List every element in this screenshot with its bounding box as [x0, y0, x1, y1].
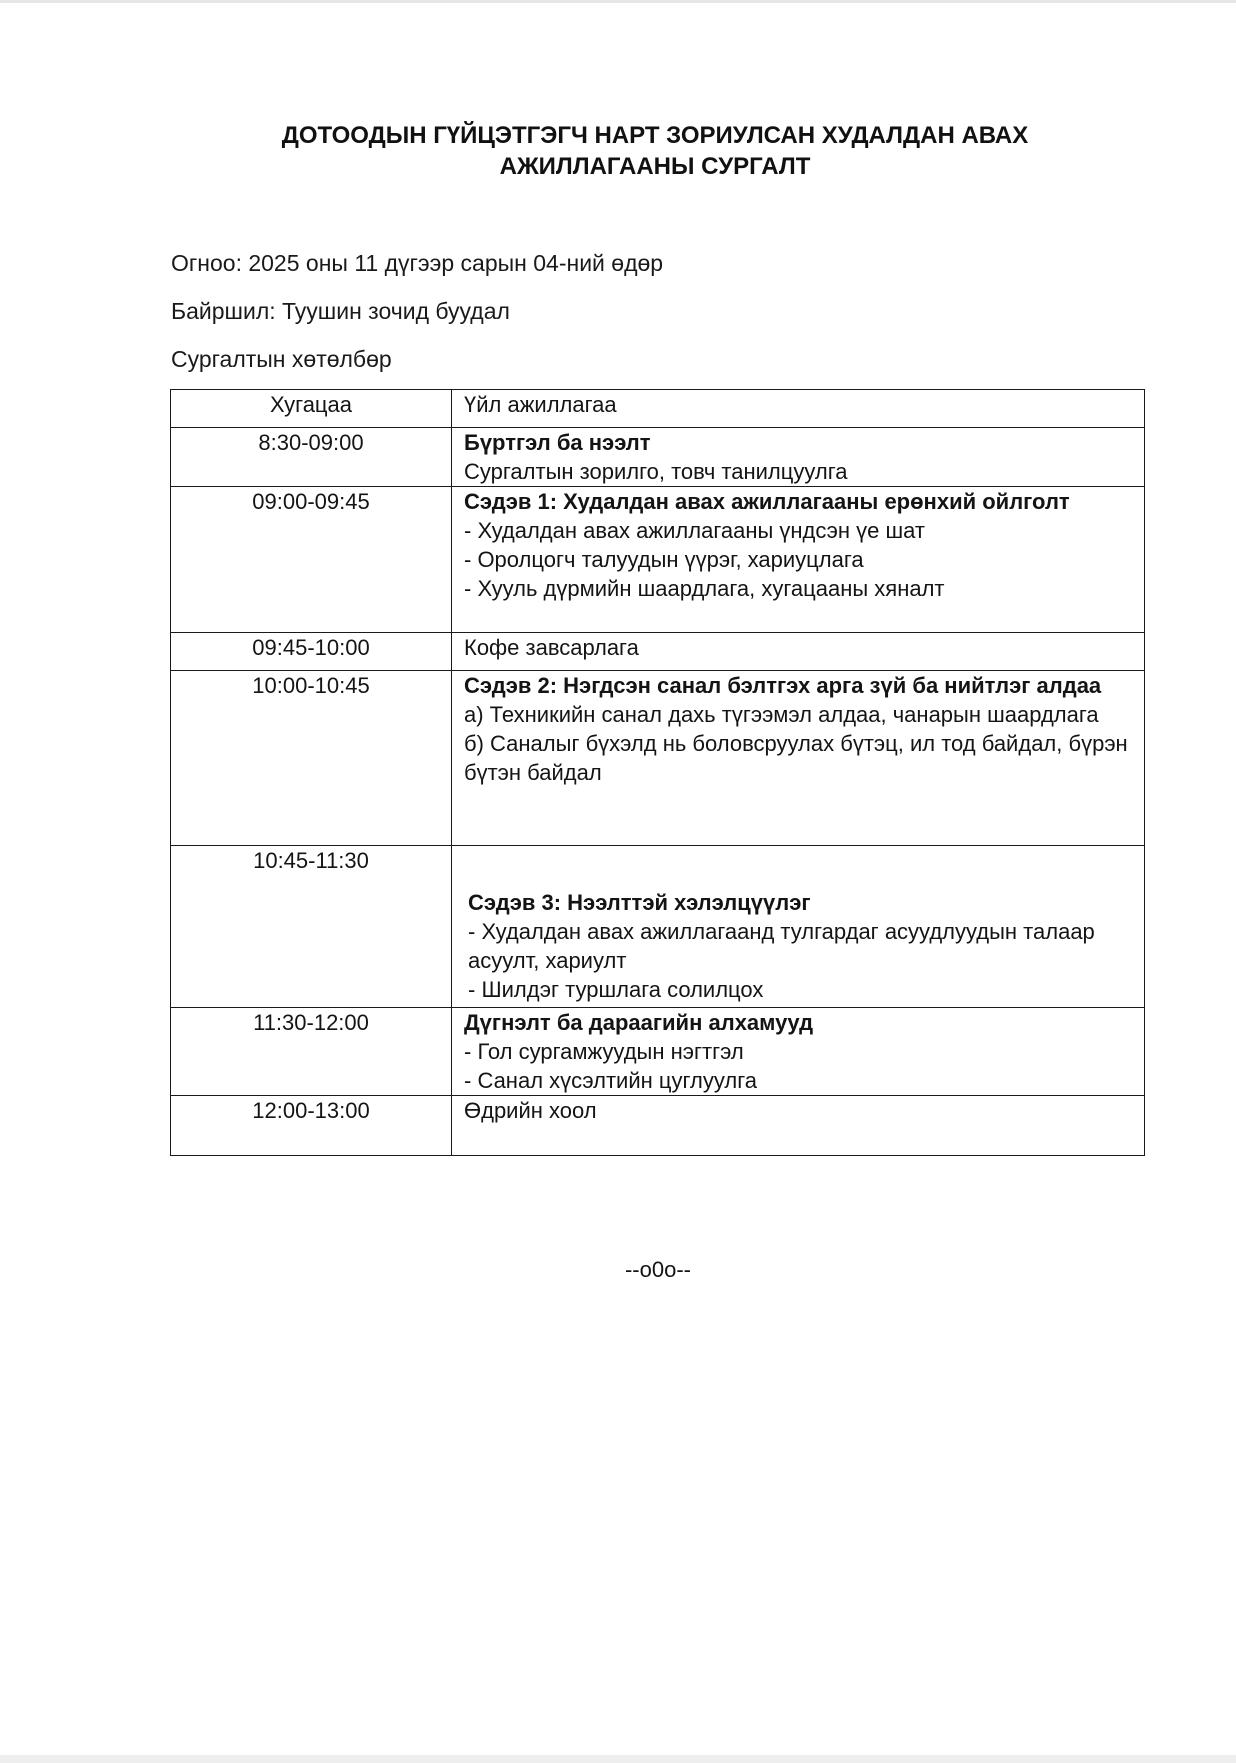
- header-activity: Үйл ажиллагаа: [452, 390, 1145, 428]
- document-title-line-2: АЖИЛЛАГААНЫ СУРГАЛТ: [499, 153, 811, 180]
- row-activity: [452, 1096, 1145, 1156]
- table-row: [171, 428, 1145, 487]
- table-row: [171, 487, 1145, 633]
- row-activity-line: Кофе завсарлага: [464, 635, 639, 660]
- row-activity-title: Сэдэв 2: Нэгдсэн санал бэлтгэх арга зүй ба нийтлэг алдаа: [464, 673, 1102, 698]
- page-bottom-edge: [0, 1755, 1236, 1763]
- row-activity-title: Дүгнэлт ба дараагийн алхамууд: [464, 1010, 814, 1035]
- row-activity: [452, 633, 1145, 671]
- row-activity: [452, 428, 1145, 487]
- row-activity-line: - Худалдан авах ажиллагаанд тулгардаг асуудлуудын талаар асуулт, хариулт: [468, 919, 1095, 973]
- row-activity-line: Сургалтын зорилго, товч танилцуулга: [464, 459, 848, 484]
- row-activity-title: Бүртгэл ба нээлт: [464, 430, 651, 455]
- document-title-line-1: ДОТООДЫН ГҮЙЦЭТГЭГЧ НАРТ ЗОРИУЛСАН ХУДАЛДАН АВАХ: [281, 122, 1029, 149]
- row-activity-title: Сэдэв 3: Нээлттэй хэлэлцүүлэг: [468, 890, 811, 915]
- row-activity-line: - Санал хүсэлтийн цуглуулга: [464, 1068, 757, 1093]
- row-activity-line: - Хууль дүрмийн шаардлага, хугацааны хяналт: [464, 576, 945, 601]
- row-time: 10:00-10:45: [171, 671, 452, 846]
- row-time: 8:30-09:00: [171, 428, 452, 487]
- table-header-row: [171, 390, 1145, 428]
- row-activity-line: б) Саналыг бүхэлд нь боловсруулах бүтэц, ил тод байдал, бүрэн бүтэн байдал: [464, 731, 1128, 785]
- row-activity-title: Сэдэв 1: Худалдан авах ажиллагааны ерөнхий ойлголт: [464, 489, 1070, 514]
- row-activity: [452, 671, 1145, 846]
- row-activity-line: а) Техникийн санал дахь түгээмэл алдаа, чанарын шаардлага: [464, 702, 1099, 727]
- header-time: Хугацаа: [171, 390, 452, 428]
- row-activity-line: - Шилдэг туршлага солилцох: [468, 977, 764, 1002]
- schedule-table: [170, 389, 1145, 1156]
- row-activity-line: Өдрийн хоол: [464, 1098, 597, 1123]
- row-activity-line: - Худалдан авах ажиллагааны үндсэн үе шат: [464, 518, 925, 543]
- document-title: [150, 120, 1160, 182]
- table-row: [171, 1008, 1145, 1096]
- row-activity: [452, 487, 1145, 633]
- row-activity-line: - Гол сургамжуудын нэгтгэл: [464, 1039, 744, 1064]
- row-activity: [452, 846, 1145, 1008]
- page-top-edge: [0, 0, 1236, 3]
- row-time: 12:00-13:00: [171, 1096, 452, 1156]
- table-row: [171, 846, 1145, 1008]
- document-closing-mark: --o0o--: [624, 1257, 691, 1282]
- row-time: 09:00-09:45: [171, 487, 452, 633]
- row-activity: [452, 1008, 1145, 1096]
- row-activity-line: - Оролцогч талуудын үүрэг, хариуцлага: [464, 547, 864, 572]
- row-time: 10:45-11:30: [171, 846, 452, 1008]
- table-row: [171, 633, 1145, 671]
- table-row: [171, 1096, 1145, 1156]
- program-label: Сургалтын хөтөлбөр: [171, 346, 392, 372]
- training-location: Байршил: Туушин зочид буудал: [171, 298, 510, 324]
- row-time: 09:45-10:00: [171, 633, 452, 671]
- row-time: 11:30-12:00: [171, 1008, 452, 1096]
- training-date: Огноо: 2025 оны 11 дүгээр сарын 04-ний өдөр: [171, 250, 664, 276]
- table-row: [171, 671, 1145, 846]
